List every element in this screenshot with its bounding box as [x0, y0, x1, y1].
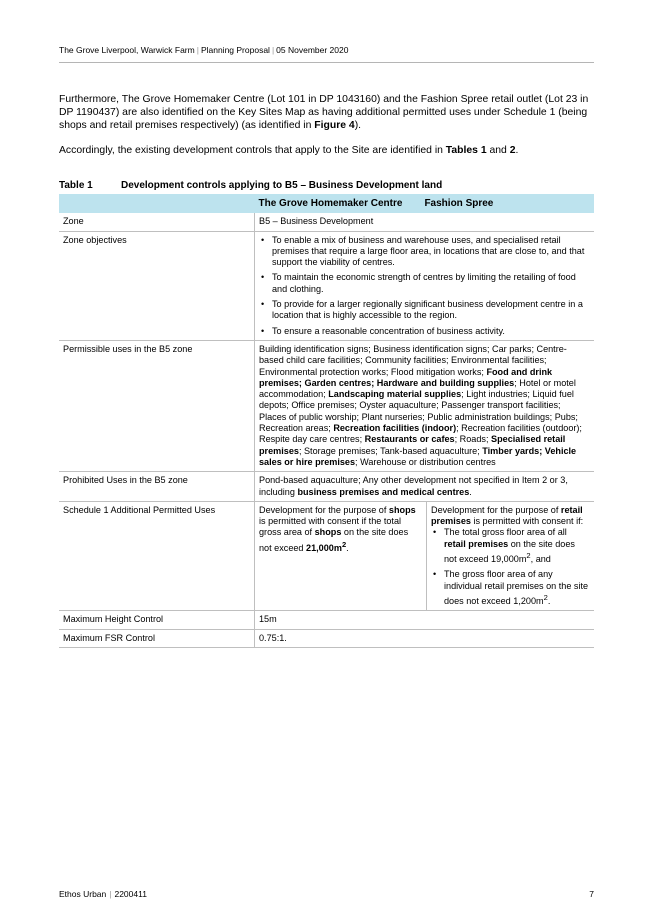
header-doc: Planning Proposal — [200, 45, 270, 55]
grove-text: is permitted with consent if the total gross area of — [259, 516, 402, 538]
objective-item: • To provide for a larger regionally significant business development centre in a location that is highly accessible to the region. — [259, 299, 590, 322]
row-label: Prohibited Uses in the B5 zone — [59, 472, 255, 502]
controls-text-and: and — [486, 145, 510, 156]
header-site: The Grove Liverpool, Warwick Farm — [59, 45, 195, 55]
grove-limit-sup: 2 — [341, 539, 347, 549]
header-empty-cell — [59, 194, 255, 213]
table-reference-1: Tables 1 — [445, 145, 487, 156]
controls-text: Accordingly, the existing development controls that apply to the Site are identified in — [59, 145, 446, 156]
uses-bold: Restaurants or cafes — [364, 434, 455, 445]
condition-bold: retail premises — [444, 538, 509, 549]
condition-text-end: . — [547, 595, 551, 606]
table-row-permissible — [59, 340, 594, 471]
permissible-uses — [255, 340, 595, 471]
spree-condition-item — [431, 569, 590, 607]
table-number: Table 1 — [59, 180, 93, 191]
height-value: 15m — [255, 611, 595, 629]
intro-text: Furthermore, The Grove Homemaker Centre (Lot 101 in DP 1043160) and the Fashion Spree retail outlet (Lot 23 in DP 1190437) are also identified on the Key Sites Map as having additional permitted uses under Schedule 1 (being shops and retail premises respectively) (as identified in — [59, 94, 589, 132]
header-separator: | — [271, 45, 275, 55]
table-row-objectives — [59, 231, 594, 340]
objectives-cell — [255, 231, 595, 340]
table-row-prohibited — [59, 472, 594, 502]
objective-item: • To enable a mix of business and warehouse uses, and specialised retail premises that require a large floor area, in locations that are close to, and that support the viability of centres. — [259, 235, 590, 269]
row-label: Maximum FSR Control — [59, 629, 255, 647]
spree-text: Development for the purpose of — [431, 504, 561, 515]
grove-bold: shops — [314, 527, 342, 538]
grove-text-end: . — [346, 542, 349, 553]
grove-limit-value: 21,000m — [306, 542, 342, 553]
row-label: Schedule 1 Additional Permitted Uses — [59, 501, 255, 610]
prohibited-text-end: . — [469, 486, 472, 497]
row-label: Permissible uses in the B5 zone — [59, 340, 255, 471]
table-row-fsr — [59, 629, 594, 647]
table-row-height — [59, 611, 594, 629]
page-number: 7 — [589, 889, 594, 899]
row-label: Zone objectives — [59, 231, 255, 340]
grove-limit — [306, 539, 347, 553]
footer-ref: 2200411 — [114, 889, 147, 899]
uses-text: ; Warehouse or distribution centres — [355, 456, 496, 467]
condition-text: The total gross floor area of all — [444, 527, 567, 538]
prohibited-text: Pond-based aquaculture; Any other development not specified in Item 2 or 3, including — [259, 475, 568, 497]
grove-bold: shops — [388, 504, 416, 515]
page-header — [59, 45, 594, 55]
fsr-value: 0.75:1. — [255, 629, 595, 647]
condition-text: The gross floor area of any individual retail premises on the site does not exceed 1,200m — [444, 569, 589, 606]
figure-reference: Figure 4 — [314, 120, 355, 132]
condition-sup: 2 — [543, 592, 548, 602]
controls-paragraph — [59, 144, 594, 157]
table-reference-2: 2 — [509, 145, 516, 156]
objectives-list — [259, 235, 590, 337]
table-title: Development controls applying to B5 – Business Development land — [121, 180, 443, 191]
row-label: Zone — [59, 213, 255, 231]
table-header-row — [59, 194, 594, 213]
schedule-spree-cell — [427, 501, 595, 610]
grove-text: Development for the purpose of — [259, 504, 389, 515]
prohibited-uses — [255, 472, 595, 502]
condition-sup: 2 — [526, 551, 531, 561]
condition-text-end: , and — [530, 554, 551, 565]
objective-item: • To ensure a reasonable concentration of business activity. — [259, 326, 590, 337]
intro-paragraph — [59, 93, 594, 133]
objective-item: • To maintain the economic strength of centres by limiting the retailing of food and clothing. — [259, 272, 590, 295]
page-footer — [59, 889, 594, 899]
uses-text: ; Recreation facilities (outdoor); Respite day care centres; — [259, 423, 582, 445]
uses-text: Building identification signs; Business identification signs; Car parks; Centre-based child care facilities; Community facilities; Environmental facilities; Environmental protection works; Flood mitigation works; — [259, 343, 567, 377]
uses-text: ; Light industries; Liquid fuel depots; Office premises; Oyster aquaculture; Passenger transport facilities; Places of public worship; Plant nurseries; Public administration buildings; Pubs; Recreation areas; — [259, 389, 578, 434]
uses-bold: Recreation facilities (indoor) — [333, 423, 457, 434]
table-caption — [59, 180, 594, 191]
uses-text: ; Roads; — [454, 434, 492, 445]
header-separator: | — [196, 45, 199, 55]
header-sites-cell — [255, 194, 595, 213]
uses-bold: Landscaping material supplies — [328, 389, 462, 400]
controls-text-end: . — [515, 145, 519, 156]
footer-separator: | — [109, 889, 112, 899]
development-controls-table — [59, 194, 594, 648]
uses-text: ; Hotel or motel accommodation; — [259, 377, 576, 400]
uses-text: ; Storage premises; Tank-based aquaculture; — [298, 445, 483, 456]
header-rule — [59, 62, 594, 63]
header-date: 05 November 2020 — [276, 45, 349, 55]
schedule-grove-cell — [255, 501, 427, 610]
spree-intro — [431, 505, 590, 528]
prohibited-bold: business premises and medical centres — [297, 486, 470, 497]
row-label: Maximum Height Control — [59, 611, 255, 629]
spree-text: is permitted with consent if: — [470, 516, 584, 527]
uses-bold: Food and drink premises; Garden centres; Hardware and building supplies — [259, 366, 553, 388]
condition-text: on the site does not exceed 19,000m — [444, 538, 575, 565]
spree-conditions-list — [431, 527, 590, 607]
footer-org: Ethos Urban — [59, 889, 107, 899]
table-row-zone — [59, 213, 594, 231]
header-spree: Fashion Spree — [424, 198, 494, 209]
intro-text-end: ). — [354, 120, 362, 132]
zone-value: B5 – Business Development — [255, 213, 595, 231]
uses-bold: Timber yards; Vehicle sales or hire premises — [259, 445, 577, 467]
spree-bold: retail premises — [431, 504, 583, 527]
uses-bold: Specialised retail premises — [259, 434, 566, 456]
spree-condition-item — [431, 527, 590, 565]
header-grove: The Grove Homemaker Centre — [258, 198, 403, 209]
grove-text: on the site does not exceed — [259, 527, 409, 553]
table-row-schedule — [59, 501, 594, 610]
